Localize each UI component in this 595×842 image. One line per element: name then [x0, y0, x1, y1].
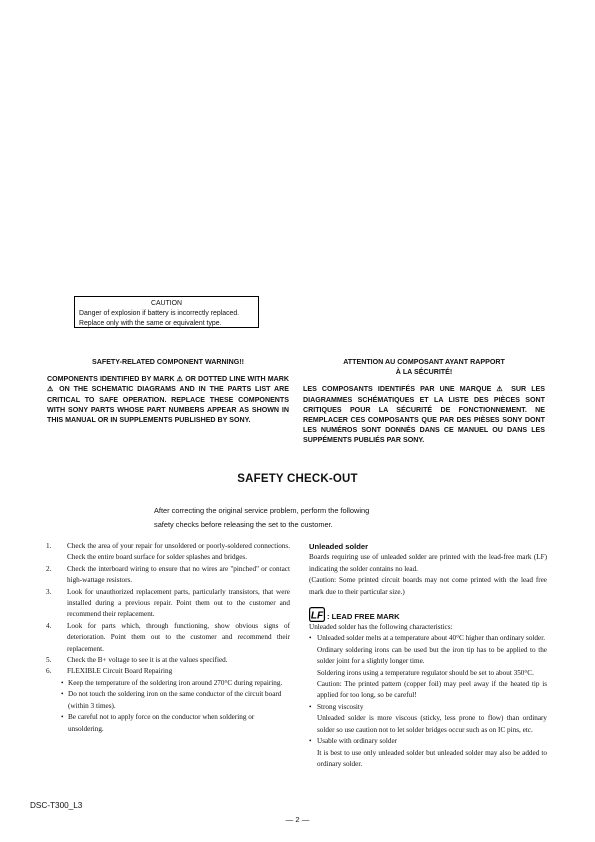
characteristic-detail: Unleaded solder is more viscous (sticky, less prone to flow) than ordinary solder so use caution not to let solder bridges occur such as on IC pins, etc.	[317, 714, 547, 734]
flex-bullet	[46, 678, 290, 689]
safety-warning-french	[303, 357, 545, 446]
unleaded-caution: (Caution: Some printed circuit boards may not come printed with the lead free mark due to their particular size.)	[309, 576, 547, 596]
check-item	[46, 655, 290, 666]
check-text: Look for parts which, through functioning, show obvious signs of deterioration. Point them out to the customer and recommend their replacement.	[67, 621, 290, 653]
characteristics-intro: Unleaded solder has the following characteristics:	[309, 623, 453, 632]
lead-free-mark-row	[309, 607, 547, 622]
check-item	[46, 587, 290, 621]
flex-bullet	[46, 712, 290, 735]
bullet-icon: •	[309, 702, 312, 711]
check-item	[46, 666, 290, 677]
flex-bullet	[46, 689, 290, 712]
warning-body: LES COMPOSANTS IDENTIFÉS PAR UNE MARQUE ⚠ SUR LES DIAGRAMMES SCHÉMATIQUES ET LA LISTE DES PIÈCES SONT CRITIQUES POUR LA SÉCURITÉ DE FONCTIONNEMENT. NE REMPLACER CES COMPOSANTS QUE PAR DES PIÈSES SONY DONT LES NUMÉROS SONT DONNÉS DANS CE MANUEL OU DANS LES SUPPÉMENTS PUBLIÉS PAR SONY.	[303, 385, 545, 445]
warning-heading-line: À LA SÉCURITÉ!	[395, 368, 453, 377]
lead-free-mark-text: LF	[310, 610, 324, 622]
bullet-icon: •	[61, 690, 64, 699]
check-number: 1.	[46, 542, 52, 550]
unleaded-paragraph: Boards requiring use of unleaded solder are printed with the lead-free mark (LF) indicating the solder contains no lead.	[309, 553, 547, 573]
check-number: 5.	[46, 656, 52, 665]
check-text: Check the interboard wiring to ensure that no wires are "pinched" or contact high-wattage resistors.	[67, 564, 290, 585]
section-title: SAFETY CHECK-OUT	[237, 473, 358, 485]
intro-line: safety checks before releasing the set to the customer.	[154, 520, 333, 529]
warning-heading	[303, 357, 545, 377]
safety-warning-english	[47, 357, 289, 425]
characteristic-item	[309, 736, 547, 747]
caution-line: Danger of explosion if battery is incorrectly replaced.	[79, 310, 240, 317]
check-number: 6.	[46, 667, 52, 676]
lead-free-mark-icon	[309, 607, 325, 622]
check-text: Check the area of your repair for unsoldered or poorly-soldered connections. Check the entire board surface for solder splashes and bridges.	[67, 542, 290, 562]
warning-heading: SAFETY-RELATED COMPONENT WARNING!!	[92, 358, 244, 366]
bullet-icon: •	[61, 713, 64, 722]
section-intro	[154, 504, 444, 532]
characteristic-detail: Ordinary soldering irons can be used but the iron tip has to be applied to the solder joint for a slightly longer time.	[317, 645, 547, 666]
check-item	[46, 621, 290, 655]
caution-line: Replace only with the same or equivalent type.	[79, 320, 222, 327]
characteristic-text: Strong viscosity	[317, 702, 364, 711]
intro-line: After correcting the original service problem, perform the following	[154, 506, 370, 515]
warning-heading-line: ATTENTION AU COMPOSANT AYANT RAPPORT	[343, 358, 505, 366]
characteristic-item	[309, 633, 547, 644]
check-number: 3.	[46, 587, 52, 596]
check-item	[46, 541, 290, 564]
flex-bullet-text: Be careful not to apply force on the conductor when soldering or unsoldering.	[68, 713, 255, 733]
bullet-icon: •	[61, 678, 64, 687]
caution-box	[74, 296, 259, 328]
characteristic-detail: Soldering irons using a temperature regulator should be set to about 350°C.	[317, 668, 534, 677]
check-text: Check the B+ voltage to see it is at the values specified.	[67, 656, 228, 665]
check-number: 2.	[46, 564, 52, 573]
characteristic-detail: Caution: The printed pattern (copper foil) may peel away if the heated tip is applied for too long, so be careful!	[317, 680, 547, 700]
characteristic-item	[309, 702, 547, 713]
flex-bullet-text: Keep the temperature of the soldering iron around 270°C during repairing.	[68, 678, 283, 687]
page-number: — 2 —	[285, 815, 310, 824]
check-item	[46, 564, 290, 587]
bullet-icon: •	[309, 634, 312, 643]
model-code: DSC-T300_L3	[30, 801, 83, 810]
check-text: FLEXIBLE Circuit Board Repairing	[67, 667, 173, 676]
lead-free-mark-label: : LEAD FREE MARK	[327, 611, 400, 621]
safety-check-list	[46, 541, 290, 735]
caution-title: CAUTION	[150, 300, 182, 307]
warning-body: COMPONENTS IDENTIFIED BY MARK ⚠ OR DOTTED LINE WITH MARK ⚠ ON THE SCHEMATIC DIAGRAMS AND IN THE PARTS LIST ARE CRITICAL TO SAFE OPERATION. REPLACE THESE COMPONENTS WITH SONY PARTS WHOSE PART NUMBERS APPEAR AS SHOWN IN THIS MANUAL OR IN SUPPLEMENTS PUBLISHED BY SONY.	[47, 375, 289, 425]
check-number: 4.	[46, 621, 52, 630]
unleaded-solder-section	[309, 541, 547, 770]
unleaded-heading: Unleaded solder	[309, 542, 369, 551]
check-text: Look for unauthorized replacement parts, particularly transistors, that were installed during a previous repair. Point them out to the customer and recommend their replacement.	[67, 587, 290, 619]
flex-bullet-text: Do not touch the soldering iron on the same conductor of the circuit board (within 3 times).	[68, 690, 282, 710]
bullet-icon: •	[309, 737, 312, 746]
characteristic-text: Unleaded solder melts at a temperature about 40°C higher than ordinary solder.	[317, 634, 546, 643]
characteristic-text: Usable with ordinary solder	[317, 737, 398, 746]
characteristic-detail: It is best to use only unleaded solder but unleaded solder may also be added to ordinary solder.	[317, 748, 547, 768]
